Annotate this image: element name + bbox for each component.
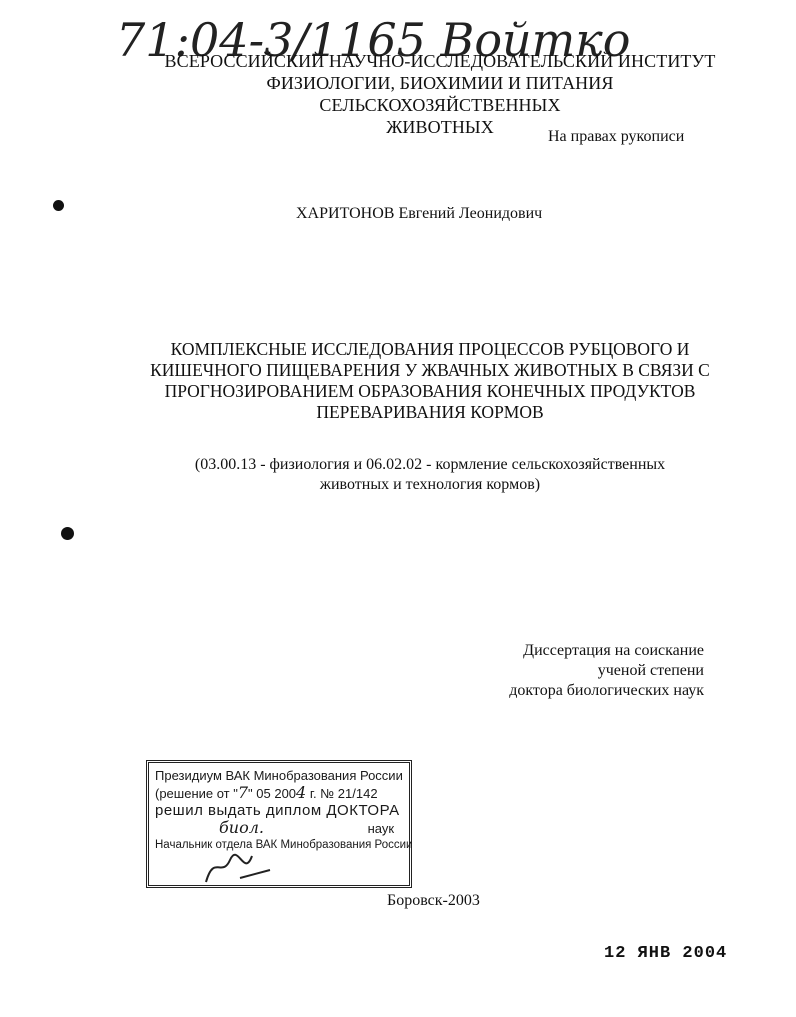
- stamp-line-2: [155, 784, 403, 802]
- institute-name: [150, 50, 730, 138]
- stamp-line-4: [155, 819, 403, 837]
- specialty-line-2: животных и технология кормов): [319, 476, 541, 493]
- stamp-field-hand: биол.: [219, 818, 264, 837]
- margin-dot: [61, 527, 74, 540]
- stamp-decision-day: 7: [237, 783, 249, 802]
- stamp-line-3: решил выдать диплом ДОКТОРА: [155, 802, 400, 819]
- title-line-1: КОМПЛЕКСНЫЕ ИССЛЕДОВАНИЯ ПРОЦЕССОВ РУБЦОВОГО И: [170, 339, 690, 359]
- title-line-3: ПРОГНОЗИРОВАНИЕМ ОБРАЗОВАНИЯ КОНЕЧНЫХ ПРОДУКТОВ: [164, 381, 696, 401]
- stamp-line-5: Начальник отдела ВАК Минобразования России: [155, 839, 413, 851]
- degree-statement: [470, 641, 704, 701]
- degree-line-3: доктора биологических наук: [509, 682, 704, 699]
- stamp-line-1: Президиум ВАК Минобразования России: [155, 768, 403, 783]
- institute-line-3: ЖИВОТНЫХ: [386, 117, 494, 137]
- degree-line-2: ученой степени: [597, 662, 704, 679]
- stamp-decision-suffix: г. № 21/142: [306, 786, 378, 801]
- stamp-decision-mid: " 05 200: [248, 786, 297, 801]
- specialty-line-1: (03.00.13 - физиология и 06.02.02 - кормление сельскохозяйственных: [194, 456, 666, 473]
- margin-dot: [53, 200, 64, 211]
- institute-line-2: ФИЗИОЛОГИИ, БИОХИМИИ И ПИТАНИЯ СЕЛЬСКОХОЗЯЙСТВЕННЫХ: [266, 73, 614, 115]
- stamp-field-suffix: наук: [367, 821, 395, 836]
- stamp-decision-prefix: (решение от ": [155, 786, 238, 801]
- stamp-signature-icon: [200, 848, 280, 888]
- author-name: ХАРИТОНОВ Евгений Леонидович: [296, 205, 543, 222]
- handwritten-archive-text: 71:04-3/1165 Войтко: [116, 13, 631, 67]
- institute-line-1: ВСЕРОССИЙСКИЙ НАУЧНО-ИССЛЕДОВАТЕЛЬСКИЙ ИНСТИТУТ: [164, 51, 716, 71]
- stamp-decision-year: 4: [296, 783, 307, 802]
- city-year: Боровск-2003: [387, 892, 480, 909]
- degree-line-1: Диссертация на соискание: [523, 642, 704, 659]
- title-line-4: ПЕРЕВАРИВАНИЯ КОРМОВ: [316, 402, 544, 422]
- specialty-codes: [170, 455, 690, 495]
- received-date-stamp: 12 ЯНВ 2004: [604, 944, 728, 963]
- dissertation-title: [150, 339, 710, 423]
- title-line-2: КИШЕЧНОГО ПИЩЕВАРЕНИЯ У ЖВАЧНЫХ ЖИВОТНЫХ В СВЯЗИ С: [150, 360, 710, 380]
- rights-note: На правах рукописи: [548, 128, 685, 145]
